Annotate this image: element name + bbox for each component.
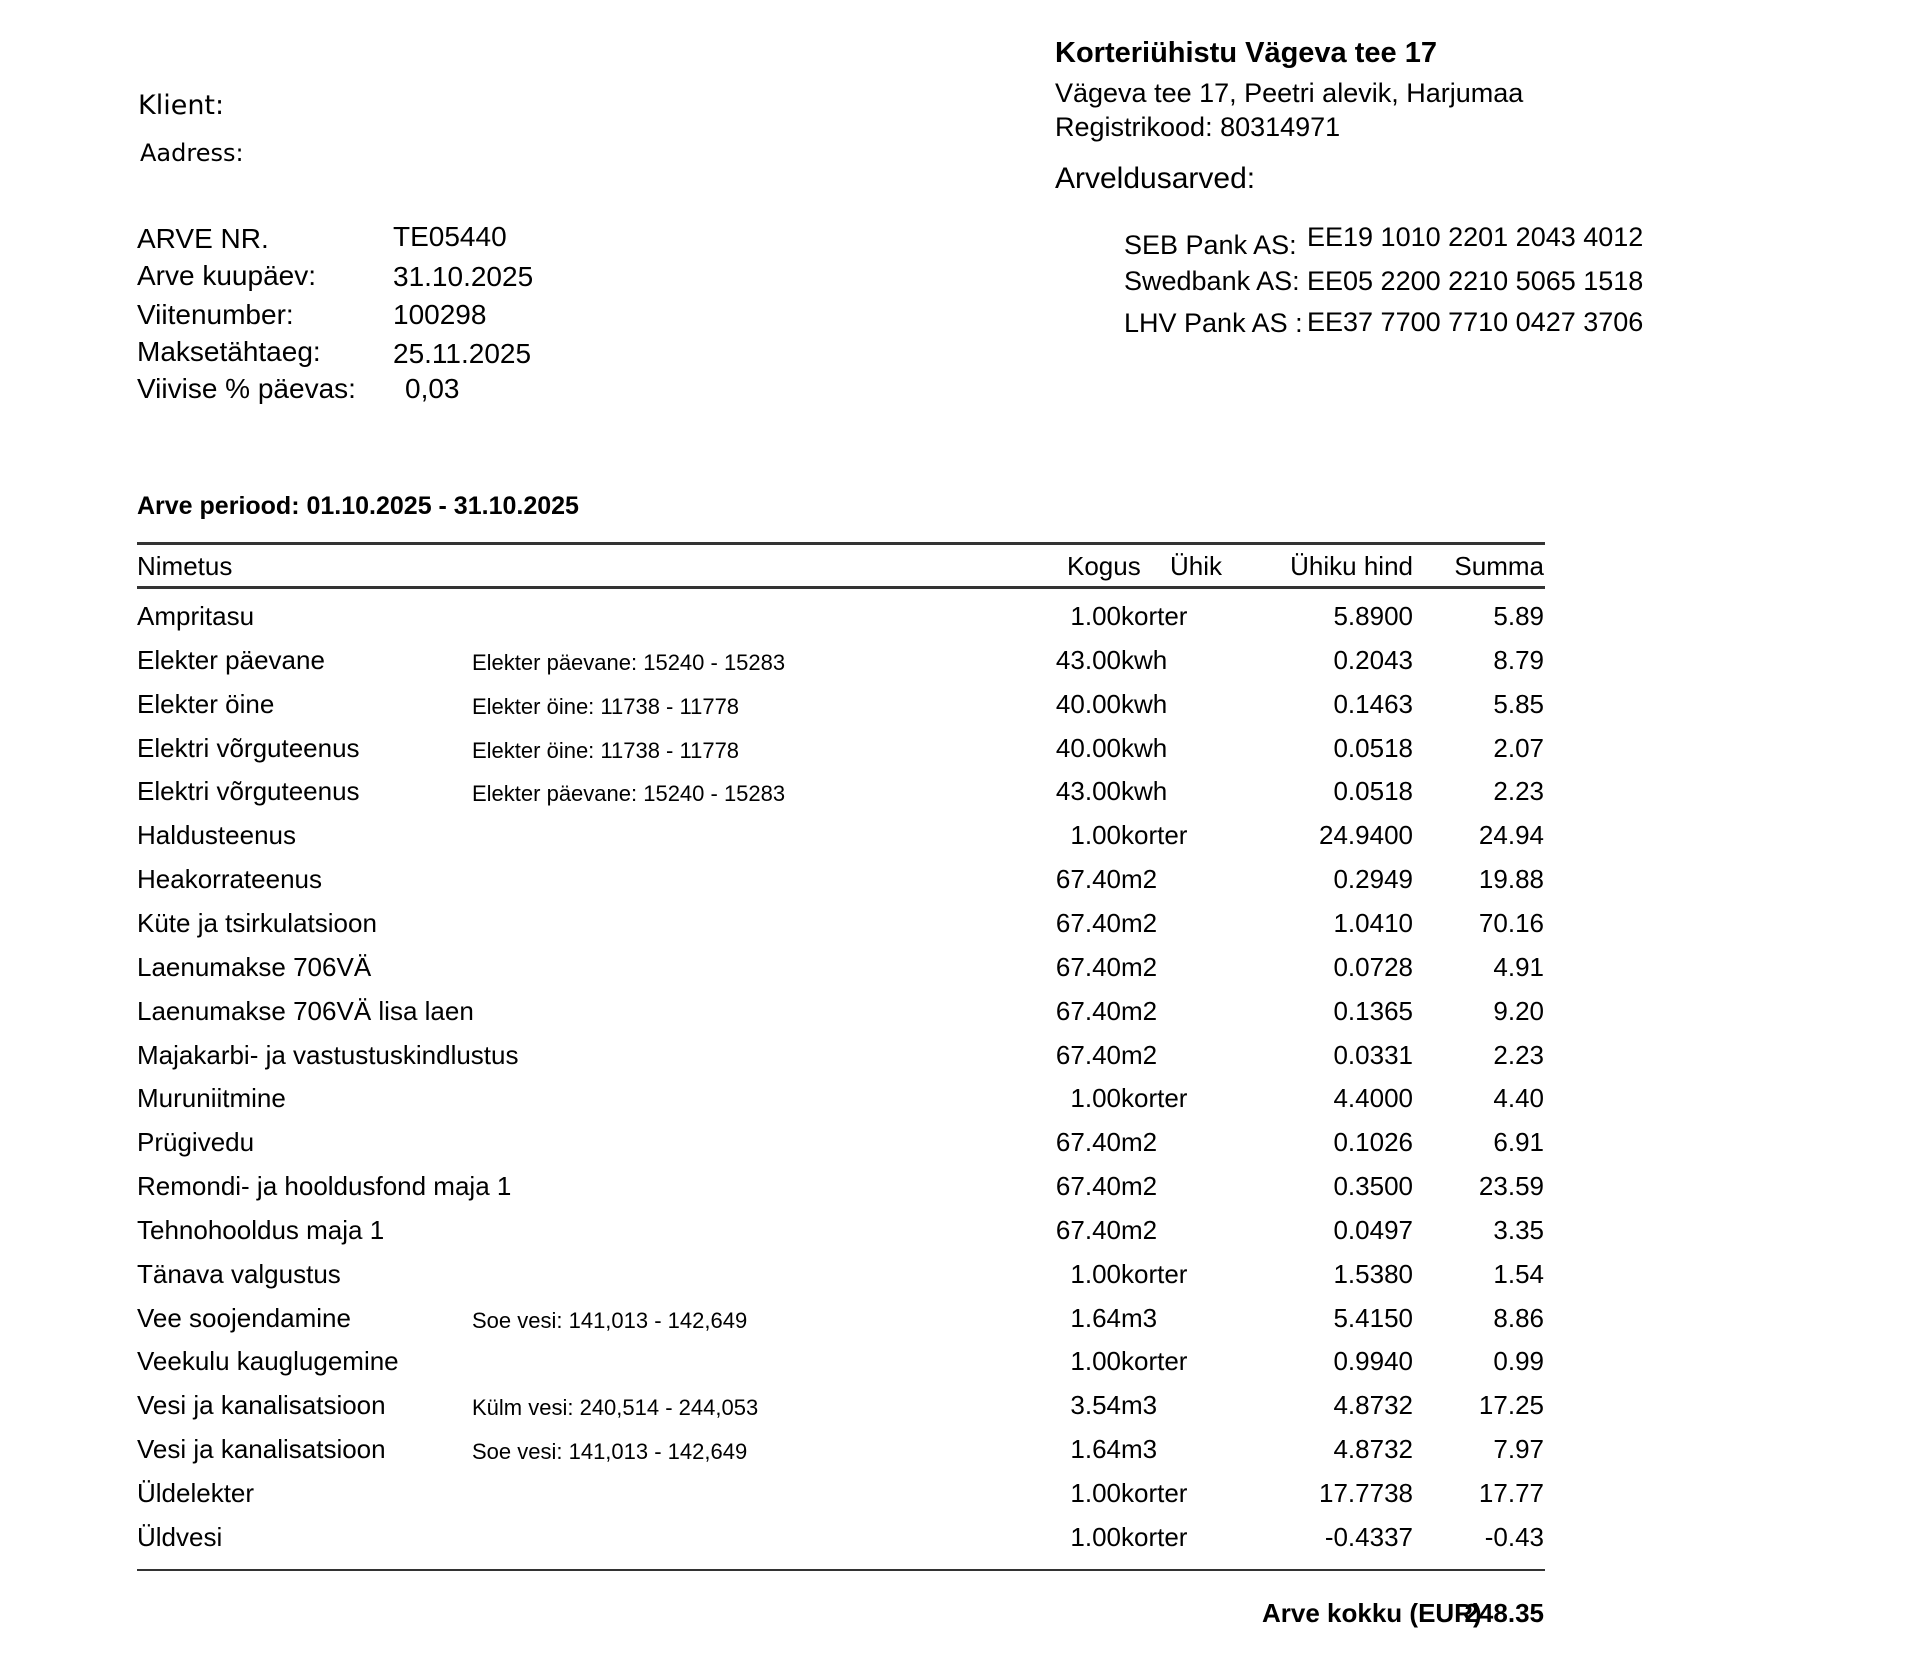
table-row (0, 1480, 1920, 1524)
table-row (0, 1392, 1920, 1436)
item-quantity: 1.00 (1070, 1521, 1121, 1552)
table-row (0, 1085, 1920, 1129)
item-quantity: 67.40 (1055, 1214, 1121, 1245)
item-name: Üldelekter (137, 1478, 255, 1508)
item-sum: 17.25 (1478, 1390, 1544, 1421)
table-row (0, 995, 1920, 1042)
table-row (0, 951, 1920, 998)
item-quantity: 67.40 (1055, 1171, 1121, 1202)
item-name: Laenumakse 706VÄ lisa laen (137, 995, 474, 1026)
item-description: Elekter päevane: 15240 - 15283 (472, 781, 786, 807)
item-description: Elekter päevane: 15240 - 15283 (472, 649, 786, 675)
item-unit: korter (1121, 1346, 1188, 1377)
item-unit: korter (1121, 1478, 1188, 1508)
item-quantity: 1.00 (1070, 820, 1121, 851)
item-unit: kwh (1121, 644, 1168, 675)
item-description: Soe vesi: 141,013 - 142,649 (472, 1439, 748, 1465)
table-top-rule (137, 542, 1545, 545)
table-row (0, 1436, 1920, 1480)
item-name: Vesi ja kanalisatsioon (137, 1434, 386, 1465)
reference-number-value: 100298 (393, 299, 487, 330)
item-name: Heakorrateenus (137, 864, 322, 895)
item-name: Muruniitmine (137, 1083, 286, 1114)
accounts-label: Arveldusarved: (1055, 162, 1256, 195)
item-sum: 5.85 (1493, 688, 1544, 719)
item-unit: korter (1121, 1258, 1188, 1289)
item-sum: 7.97 (1493, 1434, 1544, 1465)
total-label: Arve kokku (EUR) (1262, 1598, 1482, 1628)
item-unit-price: 0.0518 (1333, 732, 1413, 763)
billing-period: Arve periood: 01.10.2025 - 31.10.2025 (137, 492, 579, 520)
item-name: Elekter öine (137, 688, 275, 719)
bank-iban-swedbank: EE05 2200 2210 5065 1518 (1307, 266, 1644, 296)
item-name: Remondi- ja hooldusfond maja 1 (137, 1171, 512, 1202)
item-unit-price: 24.9400 (1319, 820, 1413, 851)
item-unit: m2 (1121, 1127, 1158, 1158)
item-unit-price: 0.3500 (1333, 1171, 1413, 1202)
item-unit: m2 (1121, 1039, 1158, 1070)
item-name: Üldvesi (137, 1521, 223, 1552)
table-row (0, 778, 1920, 822)
item-quantity: 67.40 (1055, 907, 1121, 938)
table-row (0, 1258, 1920, 1305)
header-unit-price: Ühiku hind (1290, 551, 1413, 581)
table-row (0, 688, 1920, 735)
item-sum: 8.79 (1493, 644, 1544, 675)
item-sum: 2.23 (1493, 1039, 1544, 1070)
item-sum: 2.07 (1493, 732, 1544, 763)
item-sum: 19.88 (1478, 864, 1544, 895)
item-unit: m2 (1121, 1171, 1158, 1202)
item-unit: korter (1121, 1083, 1188, 1114)
item-sum: -0.43 (1484, 1521, 1544, 1552)
item-quantity: 1.00 (1070, 1346, 1121, 1377)
item-sum: 6.91 (1493, 1127, 1544, 1158)
item-unit: m2 (1121, 951, 1158, 982)
bank-name-lhv: LHV Pank AS : (1124, 308, 1303, 338)
item-name: Majakarbi- ja vastustuskindlustus (137, 1039, 519, 1070)
item-unit-price: 5.4150 (1333, 1302, 1413, 1333)
item-name: Vesi ja kanalisatsioon (137, 1390, 386, 1421)
item-sum: 8.86 (1493, 1302, 1544, 1333)
table-row (0, 822, 1920, 866)
total-value: 248.35 (1464, 1598, 1544, 1628)
item-unit-price: 0.0331 (1333, 1039, 1413, 1070)
item-unit-price: 0.1026 (1333, 1127, 1413, 1158)
item-quantity: 67.40 (1055, 1039, 1121, 1070)
table-row (0, 732, 1920, 779)
item-sum: 24.94 (1478, 820, 1544, 851)
item-sum: 4.40 (1493, 1083, 1544, 1114)
table-row (0, 1521, 1920, 1568)
table-header-rule (137, 586, 1545, 589)
item-unit: kwh (1121, 732, 1168, 763)
item-quantity: 1.64 (1070, 1302, 1121, 1333)
table-bottom-rule (137, 1569, 1545, 1571)
item-unit-price: 4.4000 (1333, 1083, 1413, 1114)
item-unit: m3 (1121, 1434, 1158, 1465)
item-unit: m2 (1121, 864, 1158, 895)
item-unit: korter (1121, 820, 1188, 851)
item-unit: korter (1121, 601, 1188, 631)
table-row (0, 1214, 1920, 1261)
item-unit-price: 0.0728 (1333, 951, 1413, 982)
item-name: Elektri võrguteenus (137, 776, 360, 807)
table-row (0, 1302, 1920, 1349)
penalty-rate-label: Viivise % päevas: (137, 373, 356, 404)
item-unit-price: 0.2043 (1333, 644, 1413, 675)
due-date-label: Maksetähtaeg: (137, 336, 321, 367)
item-unit: m2 (1121, 907, 1158, 938)
table-row (0, 1348, 1920, 1392)
item-unit: kwh (1121, 688, 1168, 719)
table-row (0, 1039, 1920, 1086)
item-unit-price: 0.0518 (1333, 776, 1413, 807)
client-label: Klient: (138, 90, 225, 121)
item-unit-price: 0.0497 (1333, 1214, 1413, 1245)
company-name: Korteriühistu Vägeva tee 17 (1055, 37, 1437, 69)
header-unit: Ühik (1170, 551, 1223, 581)
item-unit-price: 5.8900 (1333, 601, 1413, 631)
item-description: Külm vesi: 240,514 - 244,053 (472, 1395, 759, 1421)
item-name: Ampritasu (137, 601, 255, 631)
item-unit: m3 (1121, 1390, 1158, 1421)
item-sum: 3.35 (1493, 1214, 1544, 1245)
table-row (0, 644, 1920, 691)
item-unit-price: 0.1463 (1333, 688, 1413, 719)
item-unit: korter (1121, 1521, 1188, 1552)
item-quantity: 40.00 (1055, 732, 1121, 763)
item-quantity: 1.00 (1070, 601, 1121, 631)
item-name: Vee soojendamine (137, 1302, 351, 1333)
item-sum: 9.20 (1493, 995, 1544, 1026)
table-row (0, 907, 1920, 954)
item-sum: 2.23 (1493, 776, 1544, 807)
item-unit: kwh (1121, 776, 1168, 807)
item-unit-price: 0.1365 (1333, 995, 1413, 1026)
item-quantity: 67.40 (1055, 864, 1121, 895)
penalty-rate-value: 0,03 (405, 373, 460, 404)
item-unit: m2 (1121, 995, 1158, 1026)
item-unit-price: -0.4337 (1324, 1521, 1413, 1552)
item-description: Elekter öine: 11738 - 11778 (472, 737, 740, 763)
header-sum: Summa (1454, 551, 1544, 581)
item-name: Prügivedu (137, 1127, 255, 1158)
item-unit-price: 0.9940 (1333, 1346, 1413, 1377)
item-description: Soe vesi: 141,013 - 142,649 (472, 1307, 748, 1333)
item-sum: 23.59 (1478, 1171, 1544, 1202)
item-sum: 0.99 (1493, 1346, 1544, 1377)
item-unit-price: 1.5380 (1333, 1258, 1413, 1289)
item-name: Tänava valgustus (137, 1258, 341, 1289)
item-name: Küte ja tsirkulatsioon (137, 907, 377, 938)
invoice-date-value: 31.10.2025 (393, 261, 534, 292)
bank-name-seb: SEB Pank AS: (1124, 230, 1297, 260)
table-row (0, 1129, 1920, 1173)
reference-number-label: Viitenumber: (137, 299, 294, 330)
item-quantity: 1.00 (1070, 1083, 1121, 1114)
due-date-value: 25.11.2025 (393, 338, 532, 369)
item-quantity: 67.40 (1055, 951, 1121, 982)
item-sum: 1.54 (1493, 1258, 1544, 1289)
invoice-number-value: TE05440 (393, 221, 507, 252)
table-row (0, 603, 1920, 647)
address-label: Aadress: (140, 139, 244, 167)
bank-iban-seb: EE19 1010 2201 2043 4012 (1307, 222, 1644, 252)
item-sum: 17.77 (1478, 1478, 1544, 1508)
company-reg-code: Registrikood: 80314971 (1055, 112, 1341, 142)
item-unit-price: 17.7738 (1319, 1478, 1413, 1508)
item-sum: 5.89 (1493, 601, 1544, 631)
item-sum: 4.91 (1493, 951, 1544, 982)
invoice-date-label: Arve kuupäev: (137, 260, 316, 291)
item-name: Elekter päevane (137, 644, 325, 675)
item-unit-price: 0.2949 (1333, 864, 1413, 895)
item-sum: 70.16 (1478, 907, 1544, 938)
item-unit-price: 1.0410 (1333, 907, 1413, 938)
item-quantity: 40.00 (1055, 688, 1121, 719)
item-quantity: 1.00 (1070, 1258, 1121, 1289)
header-qty: Kogus (1067, 551, 1141, 581)
item-description: Elekter öine: 11738 - 11778 (472, 693, 740, 719)
item-quantity: 67.40 (1055, 1127, 1121, 1158)
table-row (0, 866, 1920, 910)
item-name: Haldusteenus (137, 820, 296, 851)
item-quantity: 1.64 (1070, 1434, 1121, 1465)
item-name: Tehnohooldus maja 1 (137, 1214, 385, 1245)
item-name: Laenumakse 706VÄ (137, 951, 372, 982)
table-row (0, 1173, 1920, 1217)
item-name: Veekulu kauglugemine (137, 1346, 399, 1377)
item-unit: m2 (1121, 1214, 1158, 1245)
item-unit-price: 4.8732 (1333, 1434, 1413, 1465)
company-address: Vägeva tee 17, Peetri alevik, Harjumaa (1055, 78, 1524, 108)
item-quantity: 3.54 (1070, 1390, 1121, 1421)
bank-iban-lhv: EE37 7700 7710 0427 3706 (1307, 307, 1644, 337)
item-quantity: 43.00 (1055, 776, 1121, 807)
item-quantity: 43.00 (1055, 644, 1121, 675)
item-quantity: 67.40 (1055, 995, 1121, 1026)
item-unit: m3 (1121, 1302, 1158, 1333)
bank-name-swedbank: Swedbank AS: (1124, 266, 1300, 296)
invoice-number-label: ARVE NR. (137, 223, 269, 254)
item-unit-price: 4.8732 (1333, 1390, 1413, 1421)
item-quantity: 1.00 (1070, 1478, 1121, 1508)
header-name: Nimetus (137, 551, 233, 581)
item-name: Elektri võrguteenus (137, 732, 360, 763)
